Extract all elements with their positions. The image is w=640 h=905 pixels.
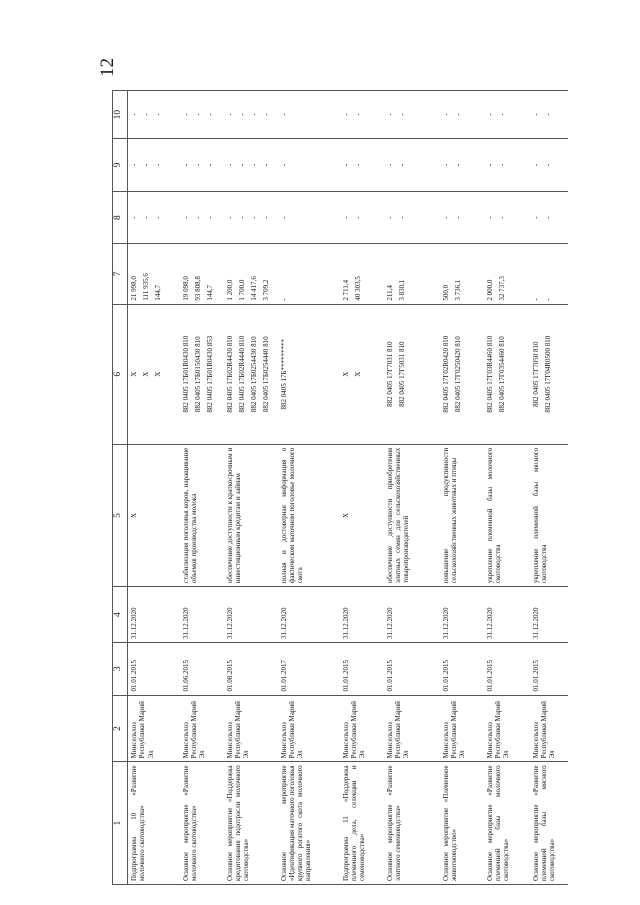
row-col8: - — [453, 216, 462, 219]
row-start-date: 01.01.2015 — [128, 642, 180, 695]
row-budget-code: X — [142, 371, 150, 377]
row-end-date: 31.12.2020 — [530, 587, 568, 643]
row-budget-code: 882 0405 17Б0254440 810 — [261, 336, 270, 413]
row-col8-cell — [384, 191, 440, 244]
row-col10: - — [130, 113, 138, 116]
row-col8-cell — [128, 191, 180, 244]
row-amount: 21 998,0 — [130, 276, 138, 301]
program-table — [112, 90, 568, 885]
row-amount-cell — [278, 244, 340, 304]
row-budget-code: 882 0405 17Г0250420 810 — [453, 336, 462, 413]
row-col10: - — [341, 113, 350, 116]
row-amount-cell — [224, 244, 278, 304]
row-col10: - — [485, 113, 494, 116]
row-col9-cell — [440, 139, 484, 192]
row-executor: Минсельхоз Республики Марий Эл — [128, 695, 180, 762]
row-col9: - — [353, 163, 362, 167]
row-col8-cell — [224, 191, 278, 244]
row-col8: - — [225, 216, 234, 219]
row-col10: - — [279, 113, 288, 116]
row-end-date: 31.12.2020 — [224, 587, 278, 643]
row-amount-cell — [384, 244, 440, 304]
row-col8-cell — [484, 191, 530, 244]
row-start-date: 01.01.2015 — [440, 642, 484, 695]
row-col9-cell — [128, 139, 180, 192]
row-col8: - — [205, 216, 214, 219]
row-col8-cell — [340, 191, 384, 244]
table-row — [384, 91, 440, 885]
row-col8-cell — [180, 191, 224, 244]
page-number: 12 — [97, 58, 118, 77]
row-col8: - — [497, 216, 506, 219]
row-amount: 40 303,5 — [353, 276, 362, 301]
row-col8: - — [181, 216, 190, 219]
row-executor: Минсельхоз Республики Марий Эл — [440, 695, 484, 762]
row-start-date: 01.01.2015 — [340, 642, 384, 695]
row-name: Основное мероприятие «Поддержка кредитования подотрасли молочного скотоводства» — [224, 762, 278, 885]
row-budget-code-cell — [440, 304, 484, 444]
row-col9: - — [531, 163, 540, 167]
table-body — [128, 91, 568, 885]
row-col9: - — [279, 163, 288, 167]
row-budget-code: 882 0405 17Г04R0500 810 — [543, 335, 552, 413]
row-budget-code-cell — [128, 304, 180, 444]
row-budget-code: X — [353, 371, 362, 377]
row-budget-code: 882 0405 17Б02R4430 810 — [225, 335, 234, 413]
row-amount: 3 709,2 — [261, 279, 270, 301]
table-row — [530, 91, 568, 885]
row-end-date: 31.12.2020 — [180, 587, 224, 643]
row-col10-cell — [128, 91, 180, 139]
row-amount-cell — [530, 244, 568, 304]
row-col9: - — [193, 163, 202, 167]
row-col9: - — [261, 163, 270, 167]
row-amount-cell — [128, 244, 180, 304]
row-expected-result: X — [128, 444, 180, 586]
row-budget-code-cell — [180, 304, 224, 444]
row-end-date: 31.12.2020 — [440, 587, 484, 643]
row-col8-cell — [278, 191, 340, 244]
row-budget-code: 882 0405 17Г5031 810 — [397, 341, 406, 407]
row-col10: - — [142, 113, 150, 116]
row-col9: - — [249, 163, 258, 167]
row-col8: - — [397, 216, 406, 219]
row-start-date: 01.01.2015 — [484, 642, 530, 695]
row-col8: - — [142, 216, 150, 219]
col-header: 1 — [113, 762, 128, 885]
row-executor: Минсельхоз Республики Марий Эл — [384, 695, 440, 762]
row-name: Основное мероприятие «Развитие молочного скотоводства» — [180, 762, 224, 885]
row-end-date: 31.12.2020 — [340, 587, 384, 643]
table-row — [484, 91, 530, 885]
table-row — [278, 91, 340, 885]
row-amount: 211,4 — [385, 285, 394, 301]
row-budget-code: X — [130, 371, 138, 377]
row-col9-cell — [484, 139, 530, 192]
row-budget-code: 882 0405 17Г03R4460 810 — [485, 335, 494, 413]
row-col8: - — [154, 216, 162, 219]
row-amount: 144,7 — [205, 284, 214, 301]
row-col8: - — [353, 216, 362, 219]
table-row — [224, 91, 278, 885]
col-header: 8 — [113, 191, 128, 244]
row-name: Основное мероприятие «Племенное животноводство» — [440, 762, 484, 885]
row-budget-code: 882 0405 17Б0150430 810 — [193, 336, 202, 413]
row-col8: - — [341, 216, 350, 219]
col-header: 2 — [113, 695, 128, 762]
row-amount: - — [279, 298, 288, 301]
row-budget-code: 882 0405 17Б01R0430 810 — [181, 335, 190, 413]
col-header: 9 — [113, 139, 128, 192]
row-budget-code: 882 0405 17Г7050 810 — [531, 341, 540, 407]
row-executor: Минсельхоз Республики Марий Эл — [484, 695, 530, 762]
row-col10: - — [353, 113, 362, 116]
row-col10-cell — [180, 91, 224, 139]
row-expected-result: повышение продуктивности сельскохозяйственных животных и птицы — [440, 444, 484, 586]
row-budget-code-cell — [224, 304, 278, 444]
row-end-date: 31.12.2020 — [384, 587, 440, 643]
row-col10: - — [397, 113, 406, 116]
row-budget-code: 882 0405 17Б0254430 810 — [249, 336, 258, 413]
row-budget-code: 882 0405 17Б02R4440 810 — [237, 335, 246, 413]
row-amount: 500,0 — [441, 284, 450, 301]
row-col9: - — [154, 163, 162, 167]
row-col10: - — [385, 113, 394, 116]
row-amount: 2 000,0 — [485, 279, 494, 301]
row-amount: 3 736,1 — [453, 279, 462, 301]
row-budget-code: 882 0405 17Б********* — [279, 338, 288, 410]
row-start-date: 01.01.2015 — [384, 642, 440, 695]
row-end-date: 31.12.2020 — [278, 587, 340, 643]
row-budget-code-cell — [384, 304, 440, 444]
row-col10: - — [225, 113, 234, 116]
row-amount: 1 200,0 — [225, 279, 234, 301]
row-col10-cell — [224, 91, 278, 139]
row-col10-cell — [484, 91, 530, 139]
row-col9: - — [543, 163, 552, 167]
row-name: Основное мероприятие «Развитие племенной базы мясного скотоводства» — [530, 762, 568, 885]
row-start-date: 01.06.2015 — [180, 642, 224, 695]
row-col10: - — [154, 113, 162, 116]
row-col8: - — [237, 216, 246, 219]
row-col9: - — [130, 163, 138, 167]
row-col10-cell — [440, 91, 484, 139]
row-start-date: 01.01.2015 — [530, 642, 568, 695]
row-col9: - — [237, 163, 246, 167]
row-budget-code: X — [154, 371, 162, 377]
row-expected-result: обеспечение доступности к краткосрочным и инвестиционным кредитам и займам — [224, 444, 278, 586]
col-header: 10 — [113, 91, 128, 139]
row-executor: Минсельхоз Республики Марий Эл — [340, 695, 384, 762]
row-col10: - — [181, 113, 190, 116]
row-amount-cell — [484, 244, 530, 304]
row-col9-cell — [278, 139, 340, 192]
row-executor: Минсельхоз Республики Марий Эл — [530, 695, 568, 762]
rotated-table-container — [112, 90, 617, 885]
col-header: 5 — [113, 444, 128, 586]
col-header: 6 — [113, 304, 128, 444]
row-name: Основное мероприятие «Идентификация маточного поголовья крупного рогатого скота молочного направления» — [278, 762, 340, 885]
row-col8: - — [543, 216, 552, 219]
row-col9: - — [385, 163, 394, 167]
col-header: 7 — [113, 244, 128, 304]
row-budget-code-cell — [530, 304, 568, 444]
row-col8: - — [531, 216, 540, 219]
table-row — [180, 91, 224, 885]
row-col10: - — [497, 113, 506, 116]
row-col9: - — [341, 163, 350, 167]
col-header: 4 — [113, 587, 128, 643]
row-expected-result: обеспечение доступности приобретения элитных семян для сельскохозяйственных товаропроизводителей — [384, 444, 440, 586]
row-amount: 14 417,6 — [249, 276, 258, 301]
row-col8: - — [485, 216, 494, 219]
row-col9-cell — [384, 139, 440, 192]
row-amount: 111 935,6 — [142, 273, 150, 301]
row-expected-result: X — [340, 444, 384, 586]
row-col10: - — [261, 113, 270, 116]
row-col10-cell — [530, 91, 568, 139]
row-end-date: 31.12.2020 — [484, 587, 530, 643]
row-col9: - — [441, 163, 450, 167]
row-end-date: 31.12.2020 — [128, 587, 180, 643]
row-col10: - — [193, 113, 202, 116]
row-budget-code: 882 0405 17Г0354460 810 — [497, 336, 506, 413]
row-col8: - — [441, 216, 450, 219]
row-expected-result: стабилизация поголовья коров, наращивание объемов производства молока — [180, 444, 224, 586]
row-expected-result: укрепление племенной базы мясного скотоводства — [530, 444, 568, 586]
row-col10-cell — [384, 91, 440, 139]
row-budget-code: 882 0405 17Г02R0420 810 — [441, 335, 450, 413]
table-row — [340, 91, 384, 885]
row-col8: - — [279, 216, 288, 219]
row-col9: - — [453, 163, 462, 167]
row-amount: 2 711,4 — [341, 279, 350, 301]
row-amount-cell — [180, 244, 224, 304]
row-col10-cell — [340, 91, 384, 139]
row-col9: - — [142, 163, 150, 167]
row-col8: - — [130, 216, 138, 219]
row-col8: - — [385, 216, 394, 219]
row-start-date: 01.01.2017 — [278, 642, 340, 695]
row-amount: 32 737,3 — [497, 276, 506, 301]
row-col9: - — [225, 163, 234, 167]
row-executor: Минсельхоз Республики Марий Эл — [180, 695, 224, 762]
row-col9: - — [181, 163, 190, 167]
row-col10: - — [453, 113, 462, 116]
row-budget-code: X — [341, 371, 350, 377]
row-name: Основное мероприятие «Развитие элитного семеноводства» — [384, 762, 440, 885]
row-amount-cell — [340, 244, 384, 304]
row-col9-cell — [340, 139, 384, 192]
row-col10: - — [237, 113, 246, 116]
row-col8-cell — [440, 191, 484, 244]
row-name: Подпрограмма 11 «Поддержка племенного дела, селекции и семеноводства» — [340, 762, 384, 885]
row-budget-code-cell — [484, 304, 530, 444]
row-amount: 3 830,1 — [397, 279, 406, 301]
row-col8: - — [193, 216, 202, 219]
row-col9-cell — [530, 139, 568, 192]
row-col8: - — [261, 216, 270, 219]
row-budget-code-cell — [340, 304, 384, 444]
row-col10: - — [531, 113, 540, 116]
col-header: 3 — [113, 642, 128, 695]
row-name: Основное мероприятие «Развитие племенной базы молочного скотоводства» — [484, 762, 530, 885]
table-row — [128, 91, 180, 885]
row-amount-cell — [440, 244, 484, 304]
row-col9: - — [205, 163, 214, 167]
row-executor: Минсельхоз Республики Марий Эл — [224, 695, 278, 762]
row-expected-result: полная и достоверная информация о фактическом маточном поголовье молочного скота — [278, 444, 340, 586]
row-start-date: 01.08.2015 — [224, 642, 278, 695]
row-amount: 144,7 — [154, 284, 162, 301]
row-col10: - — [441, 113, 450, 116]
table-row — [440, 91, 484, 885]
row-amount: - — [543, 298, 552, 301]
row-amount: - — [531, 298, 540, 301]
row-col9: - — [397, 163, 406, 167]
row-budget-code-cell — [278, 304, 340, 444]
row-col9: - — [497, 163, 506, 167]
row-name: Подпрограмма 10 «Развитие молочного скотоводства» — [128, 762, 180, 885]
row-col10-cell — [278, 91, 340, 139]
row-budget-code: 882 0405 17Г7031 810 — [385, 341, 394, 407]
row-budget-code: 882 0405 17Б01R0430 853 — [205, 335, 214, 413]
row-expected-result: укрепление племенной базы молочного скотоводства — [484, 444, 530, 586]
row-amount: 93 808,8 — [193, 276, 202, 301]
row-col9-cell — [180, 139, 224, 192]
row-col8-cell — [530, 191, 568, 244]
header-row — [113, 91, 128, 885]
row-col10: - — [543, 113, 552, 116]
row-amount: 19 098,0 — [181, 276, 190, 301]
row-col9: - — [485, 163, 494, 167]
row-col10: - — [205, 113, 214, 116]
row-amount: 1 700,0 — [237, 279, 246, 301]
row-col9-cell — [224, 139, 278, 192]
row-col8: - — [249, 216, 258, 219]
row-col10: - — [249, 113, 258, 116]
row-executor: Минсельхоз Республики Марий Эл — [278, 695, 340, 762]
